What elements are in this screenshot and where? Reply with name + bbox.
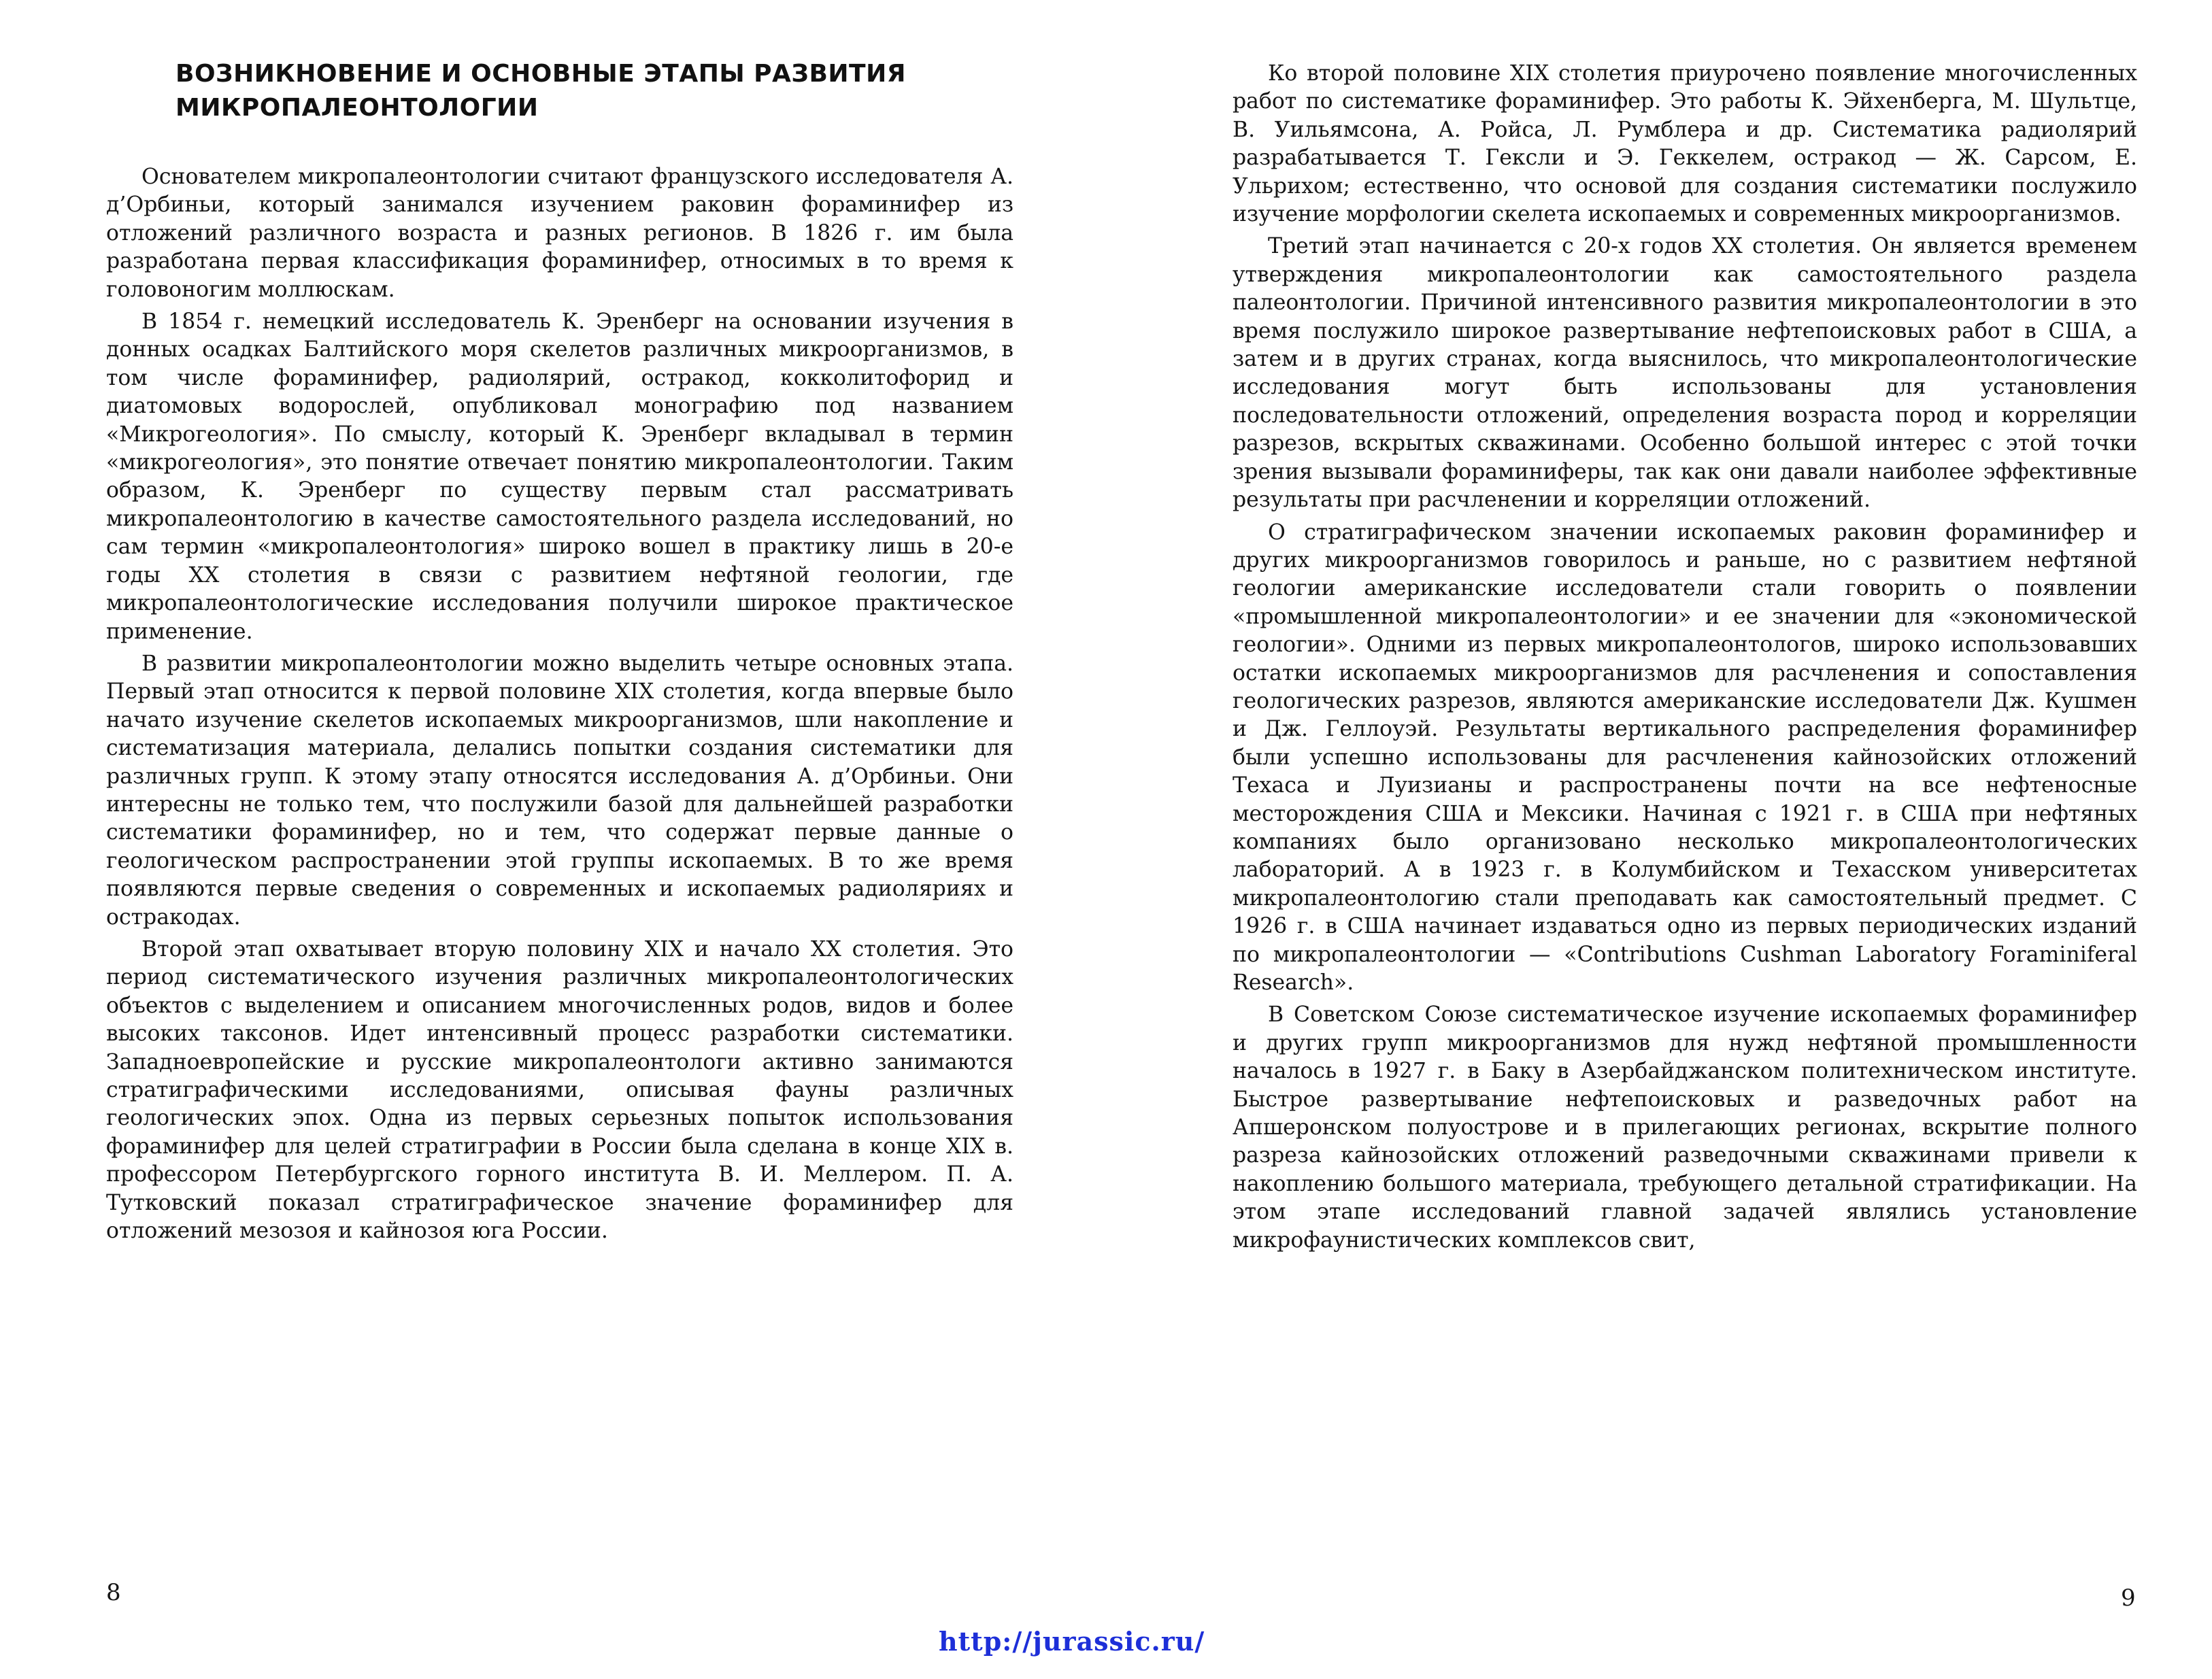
paragraph-third-stage: Третий этап начинается с 20-х годов XX столетия. Он является временем утверждения микропалеонтологии как самостоятельного раздела палеонтологии. Причиной интенсивного развития микропалеонтологии в это время послужило широкое развертывание нефтепоисковых работ в США, а затем и в других странах, когда выяснилось, что микропалеонтологические исследования могут быть использованы для установления последовательности отложений, определения возраста пород и корреляции разрезов, вскрытых скважинами. Особенно большой интерес с этой точки зрения вызывали фораминиферы, так как они давали наиболее эффективные результаты при расчленении и корреляции отложений. bbox=[1233, 234, 2137, 513]
page-number-left: 8 bbox=[106, 1579, 121, 1606]
paragraph-second-stage: Второй этап охватывает вторую половину XIX и начало XX столетия. Это период систематического изучения различных микропалеонтологических объектов с выделением и описанием многочисленных родов, видов и более высоких таксонов. Идет интенсивный процесс разработки систематики. Западноевропейские и русские микропалеонтологи активно занимаются стратиграфическими исследованиями, описывая фауны различных геологических эпох. Одна из первых серьезных попыток использования фораминифер для целей стратиграфии в России была сделана в конце XIX в. профессором Петербургского горного института В. И. Меллером. П. А. Тутковский показал стратиграфическое значение фораминифер для отложений мезозоя и кайнозоя юга России. bbox=[106, 936, 1013, 1244]
paragraph-industrial-micropaleontology: О стратиграфическом значении ископаемых раковин фораминифер и других микроорганизмов говорилось и раньше, но с развитием нефтяной геологии американские исследователи стали говорить о появлении «промышленной микропалеонтологии» и ее значении для «экономической геологии». Одними из первых микропалеонтологов, широко использовавших остатки ископаемых микроорганизмов для расчленения и сопоставления геологических разрезов, являются американские исследователи Дж. Кушмен и Дж. Геллоуэй. Результаты вертикального распределения фораминифер были успешно использованы для расчленения кайнозойских отложений Техаса и Луизианы и распространены почти на все нефтеносные месторождения США и Мексики. Начиная с 1921 г. в США при нефтяных компаниях было организовано несколько микропалеонтологических лабораторий. А в 1923 г. в Колумбийском и Техасском университетах микропалеонтологию стали преподавать как самостоятельный предмет. С 1926 г. в США начинает издаваться одно из первых периодических изданий по микропалеонтологии — «Contributions Cushman Laboratory Foraminiferal Research». bbox=[1233, 520, 2137, 995]
paragraph-systematics: Ко второй половине XIX столетия приурочено появление многочисленных работ по систематике фораминифер. Это работы К. Эйхенберга, М. Шультце, В. Уильямсона, А. Ройса, Л. Румблера и др. Систематика радиолярий разрабатывается Т. Гексли и Э. Геккелем, остракод — Ж. Сарсом, Е. Ульрихом; естественно, что основой для создания систематики послужило изучение морфологии скелета ископаемых и современных микроорганизмов. bbox=[1233, 61, 2137, 227]
paragraph-soviet-union: В Советском Союзе систематическое изучение ископаемых фораминифер и других групп микроорганизмов для нужд нефтяной промышленности началось в 1927 г. в Баку в Азербайджанском политехническом институте. Быстрое развертывание нефтепоисковых и разведочных работ на Апшеронском полуострове и в прилегающих регионах, вскрытие полного разреза кайнозойских отложений разведочными скважинами привели к накоплению большого материала, требующего детальной стратификации. На этом этапе исследований главной задачей являлись установление микрофаунистических комплексов свит, bbox=[1233, 1002, 2137, 1253]
chapter-title: ВОЗНИКНОВЕНИЕ И ОСНОВНЫЕ ЭТАПЫ РАЗВИТИЯ МИКРОПАЛЕОНТОЛОГИИ bbox=[175, 60, 906, 122]
watermark-url: http://jurassic.ru/ bbox=[939, 1626, 1205, 1657]
paragraph-dorbigny: Основателем микропалеонтологии считают французского исследователя А. д’Орбиньи, который занимался изучением раковин фораминифер из отложений различного возраста и разных регионов. В 1826 г. им была разработана первая классификация фораминифер, относимых в то время к головоногим моллюскам. bbox=[106, 165, 1013, 302]
paragraph-ehrenberg: В 1854 г. немецкий исследователь К. Эренберг на основании изучения в донных осадках Балтийского моря скелетов различных микроорганизмов, в том числе фораминифер, радиолярий, остракод, кокколитофорид и диатомовых водорослей, опубликовал монографию под названием «Микрогеология». По смыслу, который К. Эренберг вкладывал в термин «микрогеология», это понятие отвечает понятию микропалеонтологии. Таким образом, К. Эренберг по существу первым стал рассматривать микропалеонтологию в качестве самостоятельного раздела исследований, но сам термин «микропалеонтология» широко вошел в практику лишь в 20-е годы XX столетия в связи с развитием нефтяной геологии, где микропалеонтологические исследования получили широкое практическое применение. bbox=[106, 309, 1013, 644]
right-page-text bbox=[1233, 60, 2137, 1259]
left-page-text bbox=[106, 163, 1013, 1249]
page-number-right: 9 bbox=[2121, 1584, 2136, 1612]
paragraph-first-stage: В развитии микропалеонтологии можно выделить четыре основных этапа. Первый этап относится к первой половине XIX столетия, когда впервые было начато изучение скелетов ископаемых микроорганизмов, шли накопление и систематизация материала, делались попытки создания систематики для различных групп. К этому этапу относятся исследования А. д’Орбиньи. Они интересны не только тем, что послужили базой для дальнейшей разработки систематики фораминифер, но и тем, что содержат первые данные о геологическом распространении этой группы ископаемых. В то же время появляются первые сведения о современных и ископаемых радиоляриях и остракодах. bbox=[106, 651, 1013, 930]
right-page bbox=[1106, 0, 2212, 1679]
